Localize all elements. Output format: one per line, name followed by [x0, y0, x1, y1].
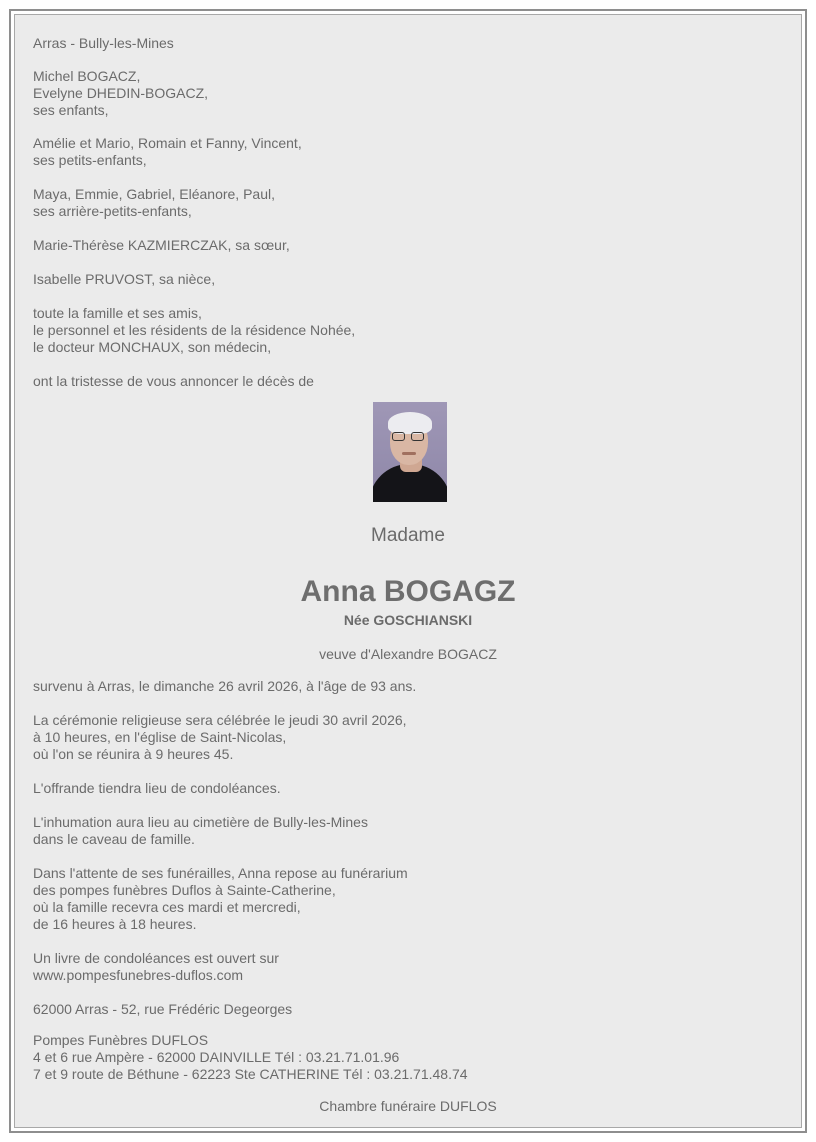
- deceased-name: Anna BOGAGZ: [300, 575, 516, 608]
- repose-block: Dans l'attente de ses funérailles, Anna repose au funérarium des pompes funèbres Duflos à Sainte-Catherine, où la famille recevra ces mardi et mercredi, de 16 heures à 18 heures.: [33, 865, 408, 932]
- death-line: survenu à Arras, le dimanche 26 avril 2026, à l'âge de 93 ans.: [33, 678, 417, 694]
- niece-line: Isabelle PRUVOST, sa nièce,: [33, 271, 216, 287]
- address-line: 62000 Arras - 52, rue Frédéric Degeorges: [33, 1001, 293, 1017]
- children-block: Michel BOGACZ, Evelyne DHEDIN-BOGACZ, ses enfants,: [33, 68, 209, 118]
- sister-line: Marie-Thérèse KAZMIERCZAK, sa sœur,: [33, 237, 290, 253]
- great-grandchildren-block: Maya, Emmie, Gabriel, Eléanore, Paul, ses arrière-petits-enfants,: [33, 186, 275, 219]
- ceremony-block: La cérémonie religieuse sera célébrée le jeudi 30 avril 2026, à 10 heures, en l'église de Saint-Nicolas, où l'on se réunira à 9 heures 45.: [33, 712, 407, 762]
- salutation: Madame: [371, 525, 445, 546]
- burial-block: L'inhumation aura lieu au cimetière de Bully-les-Mines dans le caveau de famille.: [33, 814, 368, 847]
- portrait-photo: [373, 402, 447, 502]
- offering-line: L'offrande tiendra lieu de condoléances.: [33, 780, 281, 796]
- notice-panel: [14, 14, 802, 1128]
- notice-frame: [9, 9, 807, 1133]
- widow-line: veuve d'Alexandre BOGACZ: [319, 646, 497, 662]
- funeral-home-line-1: 4 et 6 rue Ampère - 62000 DAINVILLE Tél : 03.21.71.01.96: [33, 1049, 400, 1065]
- funeral-home-line-2: 7 et 9 route de Béthune - 62223 Ste CATHERINE Tél : 03.21.71.48.74: [33, 1066, 468, 1082]
- funeral-room-footer: Chambre funéraire DUFLOS: [319, 1098, 497, 1114]
- funeral-home-name: Pompes Funèbres DUFLOS: [33, 1032, 209, 1048]
- birth-name: Née GOSCHIANSKI: [343, 612, 473, 628]
- announcement-line: ont la tristesse de vous annoncer le décès de: [33, 373, 314, 389]
- condolences-block: Un livre de condoléances est ouvert sur www.pompesfunebres-duflos.com: [33, 950, 279, 983]
- others-block: toute la famille et ses amis, le personnel et les résidents de la résidence Nohée, le docteur MONCHAUX, son médecin,: [33, 305, 356, 355]
- grandchildren-block: Amélie et Mario, Romain et Fanny, Vincent, ses petits-enfants,: [33, 135, 302, 168]
- location-line: Arras - Bully-les-Mines: [33, 35, 174, 51]
